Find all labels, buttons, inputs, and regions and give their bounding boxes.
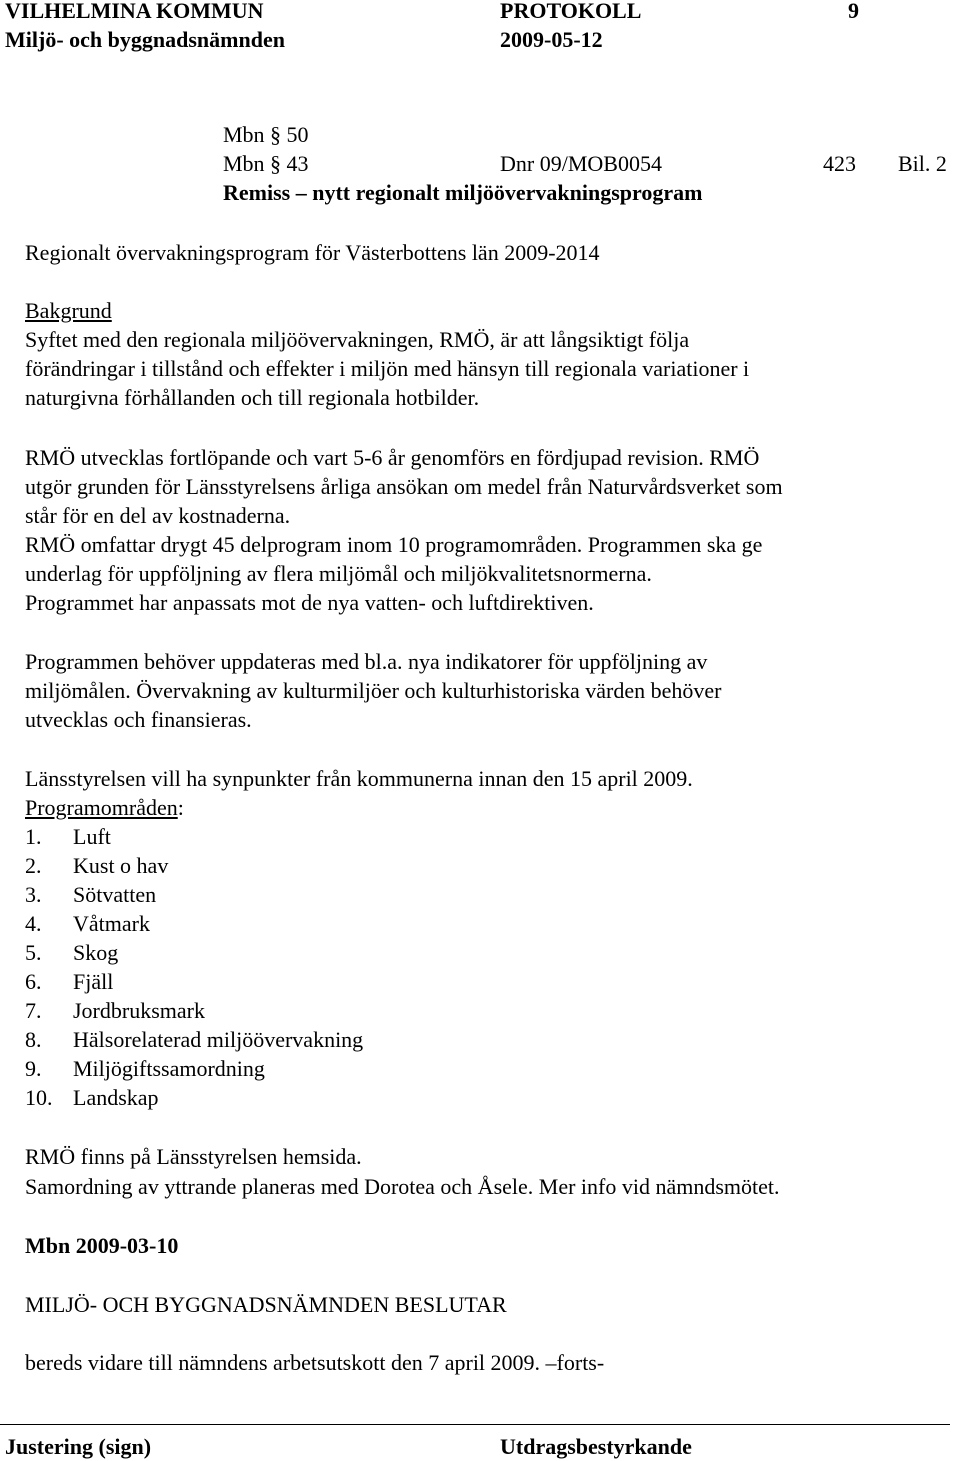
paragraph-number: Mbn § 50 [223,122,309,147]
paragraph-reference: Mbn § 43 [223,151,309,176]
text-line: Programmen behöver uppdateras med bl.a. nya indikatorer för uppföljning av [25,649,708,674]
text-line: Länsstyrelsen vill ha synpunkter från kommunerna innan den 15 april 2009. [25,766,693,791]
text-line: RMÖ finns på Länsstyrelsen hemsida. [25,1144,362,1169]
footer-rule [0,1424,950,1425]
bakgrund-heading: Bakgrund [25,298,112,323]
meeting-date-heading: Mbn 2009-03-10 [25,1233,179,1258]
list-number: 6. [25,969,42,994]
text-line: RMÖ utvecklas fortlöpande och vart 5-6 år genomförs en fördjupad revision. RMÖ [25,445,760,470]
list-label: Hälsorelaterad miljöövervakning [73,1027,364,1052]
list-number: 1. [25,824,42,849]
signature-label: Justering (sign) [5,1434,152,1459]
list-label: Jordbruksmark [73,998,205,1023]
list-number: 10. [25,1085,53,1110]
text-line: Programmet har anpassats mot de nya vatten- och luftdirektiven. [25,590,594,615]
text-line: står för en del av kostnaderna. [25,503,291,528]
program-areas-heading [25,793,184,822]
list-label: Sötvatten [73,882,157,907]
page-number: 9 [848,0,859,23]
list-item [25,1054,265,1083]
list-label: Luft [73,824,111,849]
list-item [25,938,118,967]
list-item [25,851,168,880]
list-item [25,967,113,996]
list-item [25,822,111,851]
meeting-date: 2009-05-12 [500,27,603,52]
attachment-label: Bil. 2 [898,151,947,176]
list-item [25,996,205,1025]
decision-text: bereds vidare till nämndens arbetsutskott den 7 april 2009. –forts- [25,1350,605,1375]
list-label: Miljögiftssamordning [73,1056,265,1081]
decision-heading: MILJÖ- OCH BYGGNADSNÄMNDEN BESLUTAR [25,1292,507,1317]
text-line: utgör grunden för Länsstyrelsens årliga ansökan om medel från Naturvårdsverket som [25,474,783,499]
list-label: Skog [73,940,119,965]
text-line: naturgivna förhållanden och till regionala hotbilder. [25,385,480,410]
text-line: Samordning av yttrande planeras med Dorotea och Åsele. Mer info vid nämndsmötet. [25,1174,780,1199]
text-line: Syftet med den regionala miljöövervakningen, RMÖ, är att långsiktigt följa [25,327,690,352]
case-number-extra: 423 [823,151,856,176]
list-number: 8. [25,1027,42,1052]
document-type: PROTOKOLL [500,0,642,23]
text-line: miljömålen. Övervakning av kulturmiljöer och kulturhistoriska värden behöver [25,678,722,703]
list-label: Fjäll [73,969,114,994]
case-number: Dnr 09/MOB0054 [500,151,662,176]
list-item [25,1083,159,1112]
list-label: Våtmark [73,911,150,936]
list-label: Kust o hav [73,853,169,878]
heading-colon: : [177,795,184,820]
list-number: 5. [25,940,42,965]
list-number: 7. [25,998,42,1023]
text-line: förändringar i tillstånd och effekter i miljön med hänsyn till regionala variationer i [25,356,750,381]
committee-name: Miljö- och byggnadsnämnden [5,27,285,52]
list-number: 9. [25,1056,42,1081]
text-line: utvecklas och finansieras. [25,707,252,732]
list-number: 3. [25,882,42,907]
program-areas-heading-text: Programområden [25,795,178,820]
text-line: RMÖ omfattar drygt 45 delprogram inom 10 programområden. Programmen ska ge [25,532,763,557]
case-title: Remiss – nytt regionalt miljöövervakningsprogram [223,180,703,205]
list-item [25,880,156,909]
municipality-name: VILHELMINA KOMMUN [5,0,264,23]
extract-certification-label: Utdragsbestyrkande [500,1434,692,1459]
list-number: 4. [25,911,42,936]
list-number: 2. [25,853,42,878]
list-label: Landskap [73,1085,159,1110]
list-item [25,1025,363,1054]
text-line: underlag för uppföljning av flera miljömål och miljökvalitetsnormerna. [25,561,652,586]
list-item [25,909,150,938]
subtitle: Regionalt övervakningsprogram för Västerbottens län 2009-2014 [25,240,600,265]
